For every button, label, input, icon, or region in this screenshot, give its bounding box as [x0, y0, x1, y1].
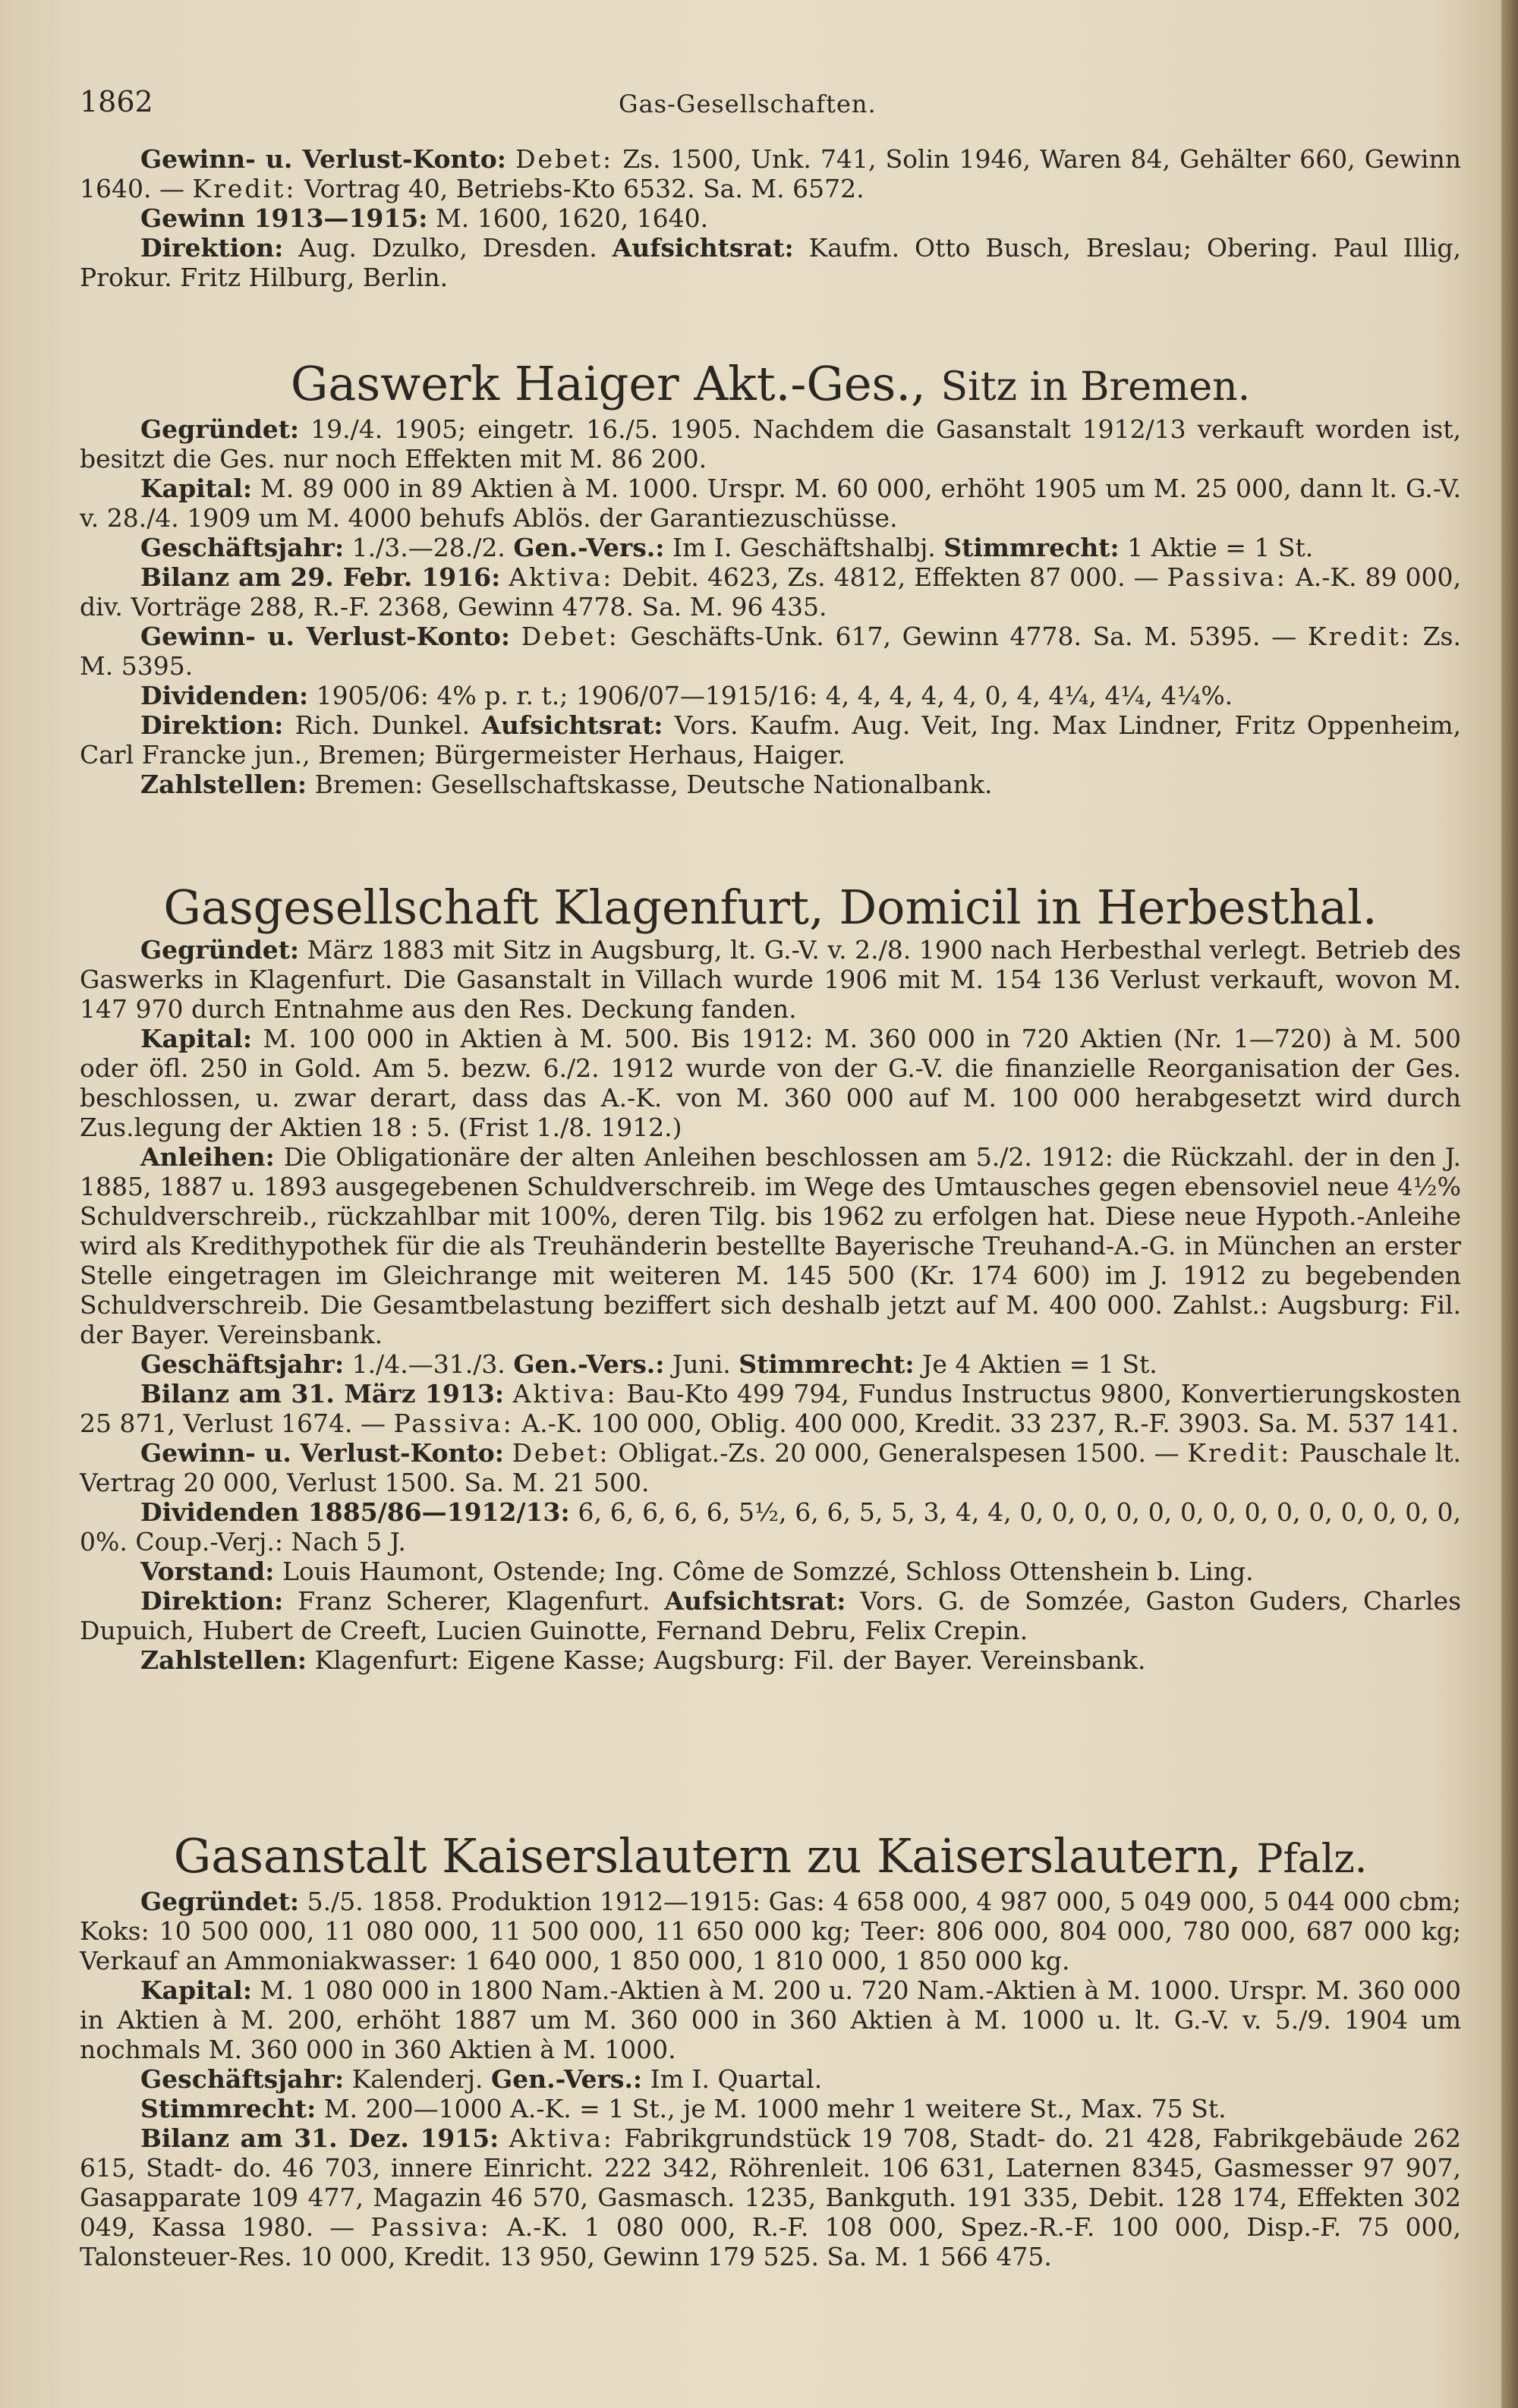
company-section: [80, 357, 1461, 799]
running-title: Gas-Gesellschaften.: [619, 90, 877, 118]
paragraph: Stimmrecht: M. 200—1000 A.-K. = 1 St., je M. 1000 mehr 1 weitere St., Max. 75 St.: [140, 2094, 1227, 2123]
paragraph: Bilanz am 31. Dez. 1915: Aktiva: Fabrikgrundstück 19 708, Stadt- do. 21 428, Fabrikgebäude 262 615, Stadt- do. 46 703, innere Einricht. 222 342, Röhrenleit. 106 631, Laternen 8345, Gasmesser 97 907, Gasapparate 109 477, Magazin 46 570, Gasmasch. 1235, Bankguth. 191 335, Debit. 128 174, Effekten 302 049, Kassa 1980. — Passiva: A.-K. 1 080 000, R.-F. 108 000, Spez.-R.-F. 100 000, Disp.-F. 75 000, Talonsteuer-Res. 10 000, Kredit. 13 950, Gewinn 179 525. Sa. M. 1 566 475.: [80, 2123, 1462, 2271]
company-title: Gasanstalt Kaiserslautern zu Kaiserslautern, Pfalz.: [173, 1828, 1368, 1884]
paragraph: Kapital: M. 89 000 in 89 Aktien à M. 1000. Urspr. M. 60 000, erhöht 1905 um M. 25 000, dann lt. G.-V. v. 28./4. 1909 um M. 4000 behufs Ablös. der Garantiezuschüsse.: [80, 474, 1461, 533]
paragraph: Gegründet: März 1883 mit Sitz in Augsburg, lt. G.-V. v. 2./8. 1900 nach Herbesthal verlegt. Betrieb des Gaswerks in Klagenfurt. Die Gasanstalt in Villach wurde 1906 mit M. 154 136 Verlust verkauft, wovon M. 147 970 durch Entnahme aus den Res. Deckung fanden.: [80, 935, 1461, 1024]
paragraph: Geschäftsjahr: Kalenderj. Gen.-Vers.: Im I. Quartal.: [140, 2064, 823, 2094]
paragraph: Direktion: Aug. Dzulko, Dresden. Aufsichtsrat: Kaufm. Otto Busch, Breslau; Obering. Paul Illig, Prokur. Fritz Hilburg, Berlin.: [80, 233, 1461, 292]
paragraph: Bilanz am 31. März 1913: Aktiva: Bau-Kto 499 794, Fundus Instructus 9800, Konvertierungskosten 25 871, Verlust 1674. — Passiva: A.-K. 100 000, Oblig. 400 000, Kredit. 33 237, R.-F. 3903. Sa. M. 537 141.: [80, 1379, 1462, 1438]
paragraph: Dividenden 1885/86—1912/13: 6, 6, 6, 6, 6, 5½, 6, 6, 5, 5, 3, 4, 4, 0, 0, 0, 0, 0, 0, 0, 0, 0, 0, 0, 0, 0, 0, 0%. Coup.-Verj.: Nach 5 J.: [80, 1497, 1461, 1557]
paragraph: Kapital: M. 1 080 000 in 1800 Nam.-Aktien à M. 200 u. 720 Nam.-Aktien à M. 1000. Urspr. M. 360 000 in Aktien à M. 200, erhöht 1887 um M. 360 000 in 360 Aktien à M. 1000 u. lt. G.-V. v. 5./9. 1904 um nochmals M. 360 000 in 360 Aktien à M. 1000.: [80, 1975, 1461, 2064]
paragraph: Geschäftsjahr: 1./3.—28./2. Gen.-Vers.: Im I. Geschäftshalbj. Stimmrecht: 1 Aktie = 1 St.: [140, 533, 1314, 562]
paragraph: Gegründet: 19./4. 1905; eingetr. 16./5. 1905. Nachdem die Gasanstalt 1912/13 verkauft worden ist, besitzt die Ges. nur noch Effekten mit M. 86 200.: [80, 414, 1461, 474]
paragraph: Gegründet: 5./5. 1858. Produktion 1912—1915: Gas: 4 658 000, 4 987 000, 5 049 000, 5 044 000 cbm; Koks: 10 500 000, 11 080 000, 11 500 000, 11 650 000 kg; Teer: 806 000, 804 000, 780 000, 687 000 kg; Verkauf an Ammoniakwasser: 1 640 000, 1 850 000, 1 810 000, 1 850 000 kg.: [80, 1887, 1461, 1975]
paragraph: Anleihen: Die Obligationäre der alten Anleihen beschlossen am 5./2. 1912: die Rückzahl. der in den J. 1885, 1887 u. 1893 ausgegebenen Schuldverschreib. im Wege des Umtausches gegen ebensoviel neue 4½% Schuldverschreib., rückzahlbar mit 100%, deren Tilg. bis 1962 zu erfolgen hat. Diese neue Hypoth.-Anleihe wird als Kredithypothek für die als Treuhänderin bestellte Bayerische Treuhand-A.-G. in München an erster Stelle eingetragen im Gleichrange mit weiteren M. 145 500 (Kr. 174 600) im J. 1912 zu begebenden Schuldverschreib. Die Gesamtbelastung beziffert sich deshalb jetzt auf M. 400 000. Zahlst.: Augsburg: Fil. der Bayer. Vereinsbank.: [80, 1142, 1461, 1349]
paragraph: Vorstand: Louis Haumont, Ostende; Ing. Côme de Somzzé, Schloss Ottenshein b. Ling.: [140, 1557, 1254, 1586]
paragraph: Geschäftsjahr: 1./4.—31./3. Gen.-Vers.: Juni. Stimmrecht: Je 4 Aktien = 1 St.: [140, 1349, 1157, 1379]
page-edge-shadow: [1501, 0, 1518, 2408]
paragraph: Gewinn- u. Verlust-Konto: Debet: Geschäfts-Unk. 617, Gewinn 4778. Sa. M. 5395. — Kredit: Zs. M. 5395.: [80, 622, 1461, 681]
paragraph: Direktion: Franz Scherer, Klagenfurt. Aufsichtsrat: Vors. G. de Somzée, Gaston Guders, Charles Dupuich, Hubert de Creeft, Lucien Guinotte, Fernand Debru, Felix Crepin.: [80, 1586, 1462, 1645]
paragraph: Dividenden: 1905/06: 4% p. r. t.; 1906/07—1915/16: 4, 4, 4, 4, 4, 0, 4, 4¼, 4¼, 4¼%.: [140, 681, 1233, 710]
paragraph: Gewinn- u. Verlust-Konto: Debet: Obligat.-Zs. 20 000, Generalspesen 1500. — Kredit: Pauschale lt. Vertrag 20 000, Verlust 1500. Sa. M. 21 500.: [80, 1438, 1461, 1497]
paragraph: Gewinn- u. Verlust-Konto: Debet: Zs. 1500, Unk. 741, Solin 1946, Waren 84, Gehälter 660, Gewinn 1640. — Kredit: Vortrag 40, Betriebs-Kto 6532. Sa. M. 6572.: [80, 144, 1461, 203]
paragraph: Zahlstellen: Bremen: Gesellschaftskasse, Deutsche Nationalbank.: [140, 770, 993, 799]
company-section: [80, 1829, 1461, 2271]
paragraph: Kapital: M. 100 000 in Aktien à M. 500. Bis 1912: M. 360 000 in 720 Aktien (Nr. 1—720) à M. 500 oder öfl. 250 in Gold. Am 5. bezw. 6./2. 1912 wurde von der G.-V. die finanzielle Reorganisation der Ges. beschlossen, u. zwar derart, dass das A.-K. von M. 360 000 auf M. 100 000 herabgesetzt wird durch Zus.legung der Aktien 18 : 5. (Frist 1./8. 1912.): [80, 1024, 1461, 1142]
company-title: Gasgesellschaft Klagenfurt, Domicil in Herbesthal.: [163, 880, 1378, 935]
paragraph: Bilanz am 29. Febr. 1916: Aktiva: Debit. 4623, Zs. 4812, Effekten 87 000. — Passiva: A.-K. 89 000, div. Vorträge 288, R.-F. 2368, Gewinn 4778. Sa. M. 96 435.: [80, 562, 1462, 622]
paragraph: Gewinn 1913—1915: M. 1600, 1620, 1640.: [140, 203, 709, 233]
page-number: 1862: [80, 85, 153, 118]
company-title: Gaswerk Haiger Akt.-Ges., Sitz in Bremen.: [290, 356, 1251, 411]
intro-section: [80, 144, 1461, 292]
company-section: [80, 880, 1461, 1675]
running-header: [80, 85, 1461, 121]
paragraph: Direktion: Rich. Dunkel. Aufsichtsrat: Vors. Kaufm. Aug. Veit, Ing. Max Lindner, Fritz Oppenheim, Carl Francke jun., Bremen; Bürgermeister Herhaus, Haiger.: [80, 710, 1461, 770]
paragraph: Zahlstellen: Klagenfurt: Eigene Kasse; Augsburg: Fil. der Bayer. Vereinsbank.: [140, 1645, 1146, 1675]
